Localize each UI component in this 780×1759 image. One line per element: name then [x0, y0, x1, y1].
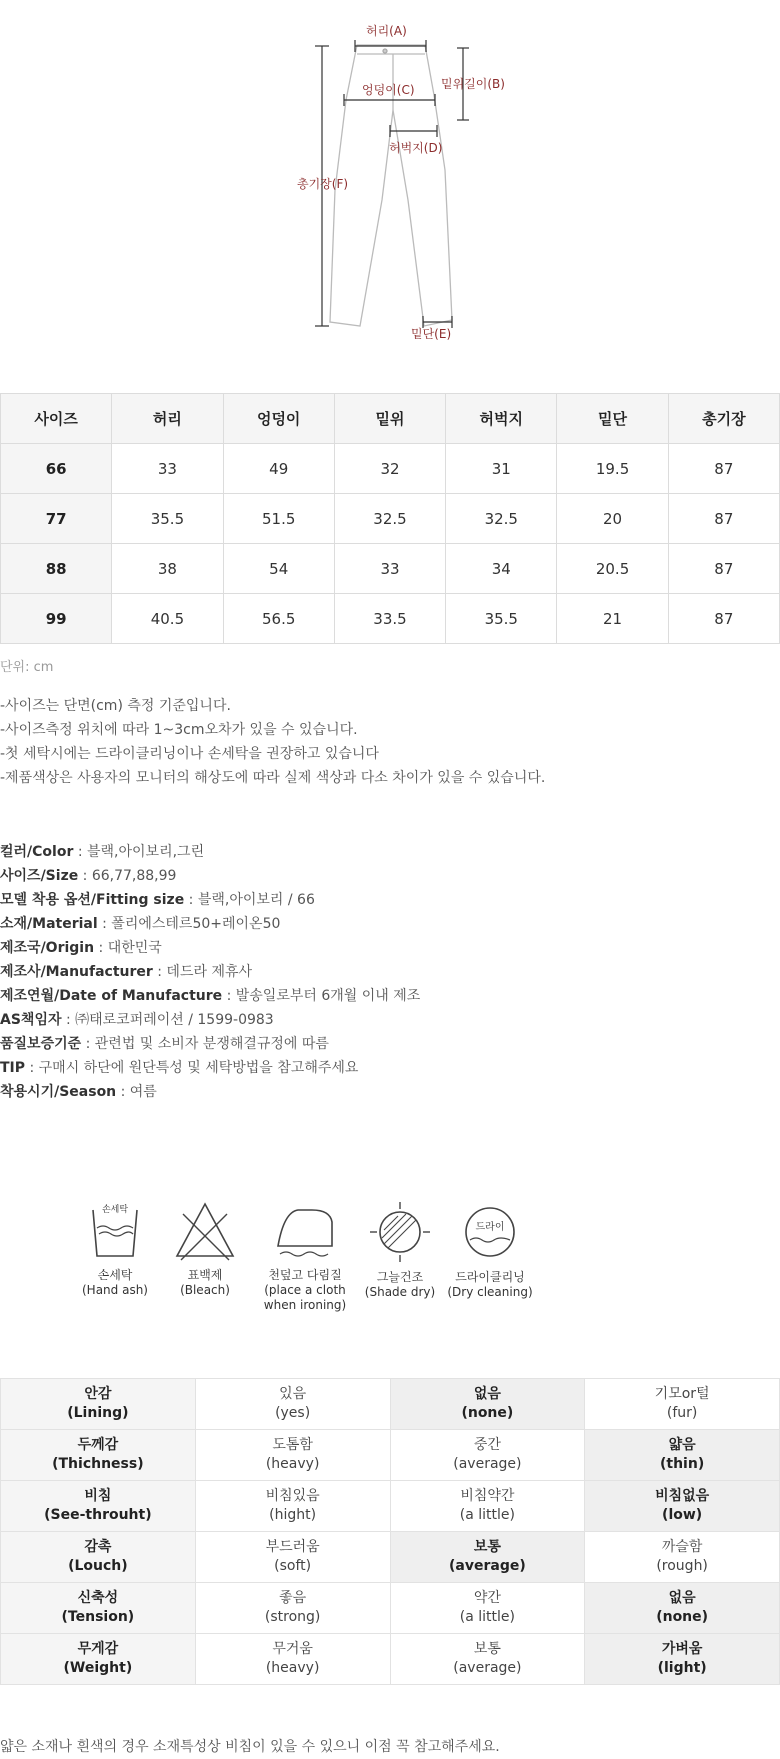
fabric-option	[390, 1634, 585, 1685]
size-cell: 88	[1, 544, 112, 594]
note-line: -사이즈측정 위치에 따라 1~3cm오차가 있을 수 있습니다.	[0, 722, 358, 738]
table-cell: 49	[223, 444, 334, 494]
fabric-option	[390, 1430, 585, 1481]
sheer-fabric-note: 얇은 소재나 흰색의 경우 소재특성상 비침이 있을 수 있으니 이점 꼭 참고해주세요.	[0, 1739, 500, 1755]
fabric-option-selected	[585, 1634, 780, 1685]
fabric-row	[1, 1532, 780, 1583]
table-row	[1, 594, 780, 644]
attribute-en: (Lining)	[67, 1405, 129, 1421]
spec-label: 제조사/Manufacturer	[0, 964, 153, 980]
care-label: 표백제	[187, 1268, 223, 1282]
spec-value: : 관련법 및 소비자 분쟁해결규정에 따름	[81, 1036, 329, 1052]
fabric-option	[195, 1481, 390, 1532]
fabric-option	[390, 1481, 585, 1532]
care-label: 드라이클리닝	[455, 1270, 525, 1284]
table-cell: 33	[334, 544, 445, 594]
table-cell: 35.5	[112, 494, 223, 544]
care-label-en: (Dry cleaning)	[447, 1285, 533, 1299]
fabric-option-selected	[390, 1532, 585, 1583]
spec-label: 소재/Material	[0, 916, 98, 932]
fabric-option	[195, 1532, 390, 1583]
dry-cleaning-icon-text: 드라이	[475, 1222, 505, 1233]
option-en: (yes)	[275, 1405, 311, 1421]
size-notes	[0, 694, 545, 790]
spec-label: 제조연월/Date of Manufacture	[0, 988, 223, 1004]
care-label-en: (Bleach)	[180, 1283, 230, 1297]
option-en: (rough)	[656, 1558, 708, 1574]
table-cell: 32	[334, 444, 445, 494]
fabric-row	[1, 1430, 780, 1481]
spec-value: : 구매시 하단에 원단특성 및 세탁방법을 참고해주세요	[25, 1060, 359, 1076]
fabric-option-selected	[585, 1583, 780, 1634]
spec-line	[0, 1008, 420, 1032]
size-header-cell: 사이즈	[1, 394, 112, 444]
spec-line	[0, 912, 420, 936]
option-ko: 있음	[279, 1386, 307, 1402]
option-ko: 비침없음	[655, 1488, 710, 1504]
table-cell: 34	[446, 544, 557, 594]
care-item	[250, 1200, 360, 1313]
care-label: 천덮고 다림질	[268, 1268, 342, 1282]
spec-value: : 블랙,아이보리 / 66	[184, 892, 315, 908]
attribute-en: (Thichness)	[52, 1456, 144, 1472]
fabric-option	[390, 1583, 585, 1634]
thigh-label: 허벅지(D)	[389, 141, 443, 155]
option-en: (a little)	[459, 1507, 515, 1523]
fabric-attribute-label	[1, 1583, 196, 1634]
size-cell: 77	[1, 494, 112, 544]
spec-value: : ㈜태로코퍼레이션 / 1599-0983	[61, 1012, 274, 1028]
spec-line	[0, 984, 420, 1008]
fabric-attribute-label	[1, 1532, 196, 1583]
product-specs	[0, 840, 420, 1104]
spec-value: : 여름	[116, 1084, 157, 1100]
attribute-en: (Weight)	[63, 1660, 133, 1676]
table-cell: 32.5	[334, 494, 445, 544]
fabric-row	[1, 1481, 780, 1532]
table-cell: 33	[112, 444, 223, 494]
size-cell: 99	[1, 594, 112, 644]
note-line: -제품색상은 사용자의 모니터의 해상도에 따라 실제 색상과 다소 차이가 있을 수 있습니다.	[0, 770, 546, 786]
total-length-label: 총기장(F)	[297, 177, 349, 191]
unit-note: 단위: cm	[0, 660, 54, 675]
option-ko: 중간	[473, 1437, 501, 1453]
no-bleach-icon	[173, 1200, 237, 1262]
spec-label: 제조국/Origin	[0, 940, 95, 956]
size-cell: 66	[1, 444, 112, 494]
table-cell: 20	[557, 494, 668, 544]
size-header-cell: 총기장	[668, 394, 779, 444]
spec-line	[0, 960, 420, 984]
option-en: (hight)	[269, 1507, 317, 1523]
table-cell: 87	[668, 444, 779, 494]
spec-value: : 블랙,아이보리,그린	[73, 844, 205, 860]
fabric-row	[1, 1634, 780, 1685]
attribute-ko: 두께감	[77, 1437, 119, 1453]
spec-label: 착용시기/Season	[0, 1084, 117, 1100]
option-en: (average)	[453, 1456, 522, 1472]
table-row	[1, 444, 780, 494]
care-instructions	[60, 1200, 540, 1340]
spec-label: 사이즈/Size	[0, 868, 79, 884]
table-cell: 21	[557, 594, 668, 644]
table-cell: 35.5	[446, 594, 557, 644]
option-en: (heavy)	[265, 1660, 320, 1676]
option-en: (none)	[656, 1609, 709, 1625]
spec-label: AS책임자	[0, 1012, 62, 1028]
option-en: (average)	[453, 1660, 522, 1676]
option-ko: 가벼움	[661, 1641, 703, 1657]
fabric-option	[195, 1430, 390, 1481]
spec-line	[0, 1056, 420, 1080]
option-ko: 기모or털	[654, 1386, 710, 1402]
size-header-cell: 밑위	[334, 394, 445, 444]
spec-label: 품질보증기준	[0, 1036, 82, 1052]
care-label-en: when ironing)	[263, 1298, 347, 1312]
option-en: (low)	[662, 1507, 703, 1523]
note-line: -사이즈는 단면(cm) 측정 기준입니다.	[0, 698, 231, 714]
iron-with-cloth-icon	[270, 1200, 340, 1262]
fabric-attribute-label	[1, 1430, 196, 1481]
option-en: (fur)	[666, 1405, 698, 1421]
table-row	[1, 494, 780, 544]
hand-wash-icon-text: 손세탁	[101, 1205, 129, 1215]
attribute-ko: 신축성	[77, 1590, 119, 1606]
table-cell: 87	[668, 494, 779, 544]
size-header-cell: 엉덩이	[223, 394, 334, 444]
spec-label: 모델 착용 옵션/Fitting size	[0, 892, 185, 908]
attribute-ko: 비침	[84, 1488, 112, 1504]
option-ko: 얇음	[668, 1437, 696, 1453]
note-line: -첫 세탁시에는 드라이클리닝이나 손세탁을 권장하고 있습니다	[0, 746, 379, 762]
option-ko: 까슬함	[661, 1539, 703, 1555]
care-label-en: (Shade dry)	[364, 1285, 436, 1299]
table-cell: 19.5	[557, 444, 668, 494]
fabric-option	[585, 1532, 780, 1583]
option-ko: 좋음	[279, 1590, 307, 1606]
attribute-ko: 안감	[84, 1386, 112, 1402]
table-cell: 38	[112, 544, 223, 594]
table-cell: 33.5	[334, 594, 445, 644]
fabric-option-selected	[585, 1481, 780, 1532]
attribute-ko: 무게감	[77, 1641, 119, 1657]
option-ko: 없음	[668, 1590, 696, 1606]
size-table-header	[1, 394, 780, 444]
care-item	[350, 1200, 450, 1300]
table-cell: 20.5	[557, 544, 668, 594]
table-cell: 51.5	[223, 494, 334, 544]
attribute-en: (See-throuht)	[44, 1507, 152, 1523]
care-label: 손세탁	[97, 1268, 133, 1282]
table-cell: 40.5	[112, 594, 223, 644]
care-label: 그늘건조	[376, 1270, 424, 1284]
spec-value: : 폴리에스테르50+레이온50	[97, 916, 281, 932]
option-en: (light)	[657, 1660, 707, 1676]
option-ko: 보통	[473, 1641, 501, 1657]
hand-wash-icon	[85, 1200, 145, 1262]
option-en: (thin)	[660, 1456, 705, 1472]
spec-value: : 발송일로부터 6개월 이내 제조	[222, 988, 421, 1004]
rise-label: 밑위길이(B)	[441, 77, 505, 91]
attribute-en: (Tension)	[61, 1609, 135, 1625]
size-table	[0, 393, 780, 644]
table-cell: 31	[446, 444, 557, 494]
size-header-cell: 허리	[112, 394, 223, 444]
option-ko: 무거움	[272, 1641, 313, 1657]
fabric-option	[195, 1583, 390, 1634]
fabric-attribute-label	[1, 1379, 196, 1430]
care-label-en: (place a cloth	[264, 1283, 346, 1297]
spec-line	[0, 888, 420, 912]
option-ko: 비침있음	[265, 1488, 320, 1504]
option-ko: 없음	[473, 1386, 501, 1402]
option-ko: 보통	[473, 1539, 501, 1555]
option-ko: 약간	[473, 1590, 501, 1606]
attribute-en: (Louch)	[68, 1558, 128, 1574]
spec-line	[0, 1032, 420, 1056]
fabric-option	[585, 1379, 780, 1430]
hip-label: 엉덩이(C)	[362, 83, 415, 97]
spec-label: 컬러/Color	[0, 844, 74, 860]
option-en: (average)	[449, 1558, 526, 1574]
fabric-characteristics-table	[0, 1378, 780, 1685]
option-en: (none)	[461, 1405, 514, 1421]
fabric-row	[1, 1379, 780, 1430]
fabric-attribute-label	[1, 1481, 196, 1532]
care-item	[440, 1200, 540, 1300]
dry-cleaning-icon	[460, 1200, 520, 1264]
care-item	[60, 1200, 170, 1298]
waist-label: 허리(A)	[366, 24, 407, 38]
table-cell: 56.5	[223, 594, 334, 644]
attribute-ko: 감촉	[84, 1539, 112, 1555]
fabric-row	[1, 1583, 780, 1634]
spec-line	[0, 864, 420, 888]
table-cell: 87	[668, 594, 779, 644]
table-row	[1, 544, 780, 594]
option-en: (heavy)	[265, 1456, 320, 1472]
spec-line	[0, 936, 420, 960]
fabric-option	[195, 1379, 390, 1430]
care-item	[160, 1200, 250, 1298]
option-en: (soft)	[274, 1558, 312, 1574]
spec-value: : 대한민국	[94, 940, 162, 956]
option-ko: 부드러움	[265, 1539, 320, 1555]
option-en: (a little)	[459, 1609, 515, 1625]
care-label-en: (Hand ash)	[82, 1283, 148, 1297]
option-ko: 도톰함	[272, 1437, 313, 1453]
table-cell: 54	[223, 544, 334, 594]
option-ko: 비침약간	[460, 1488, 515, 1504]
fabric-attribute-label	[1, 1634, 196, 1685]
fabric-option-selected	[585, 1430, 780, 1481]
spec-line	[0, 1080, 420, 1104]
spec-label: TIP	[0, 1060, 26, 1076]
option-en: (strong)	[264, 1609, 321, 1625]
size-header-cell: 밑단	[557, 394, 668, 444]
spec-value: : 66,77,88,99	[78, 868, 177, 884]
table-cell: 32.5	[446, 494, 557, 544]
hem-label: 밑단(E)	[411, 327, 452, 341]
fabric-option-selected	[390, 1379, 585, 1430]
size-header-cell: 허벅지	[446, 394, 557, 444]
spec-value: : 데드라 제휴사	[152, 964, 253, 980]
shade-dry-icon	[368, 1200, 432, 1264]
pants-measurement-diagram	[0, 0, 780, 380]
spec-line	[0, 840, 420, 864]
fabric-option	[195, 1634, 390, 1685]
table-cell: 87	[668, 544, 779, 594]
